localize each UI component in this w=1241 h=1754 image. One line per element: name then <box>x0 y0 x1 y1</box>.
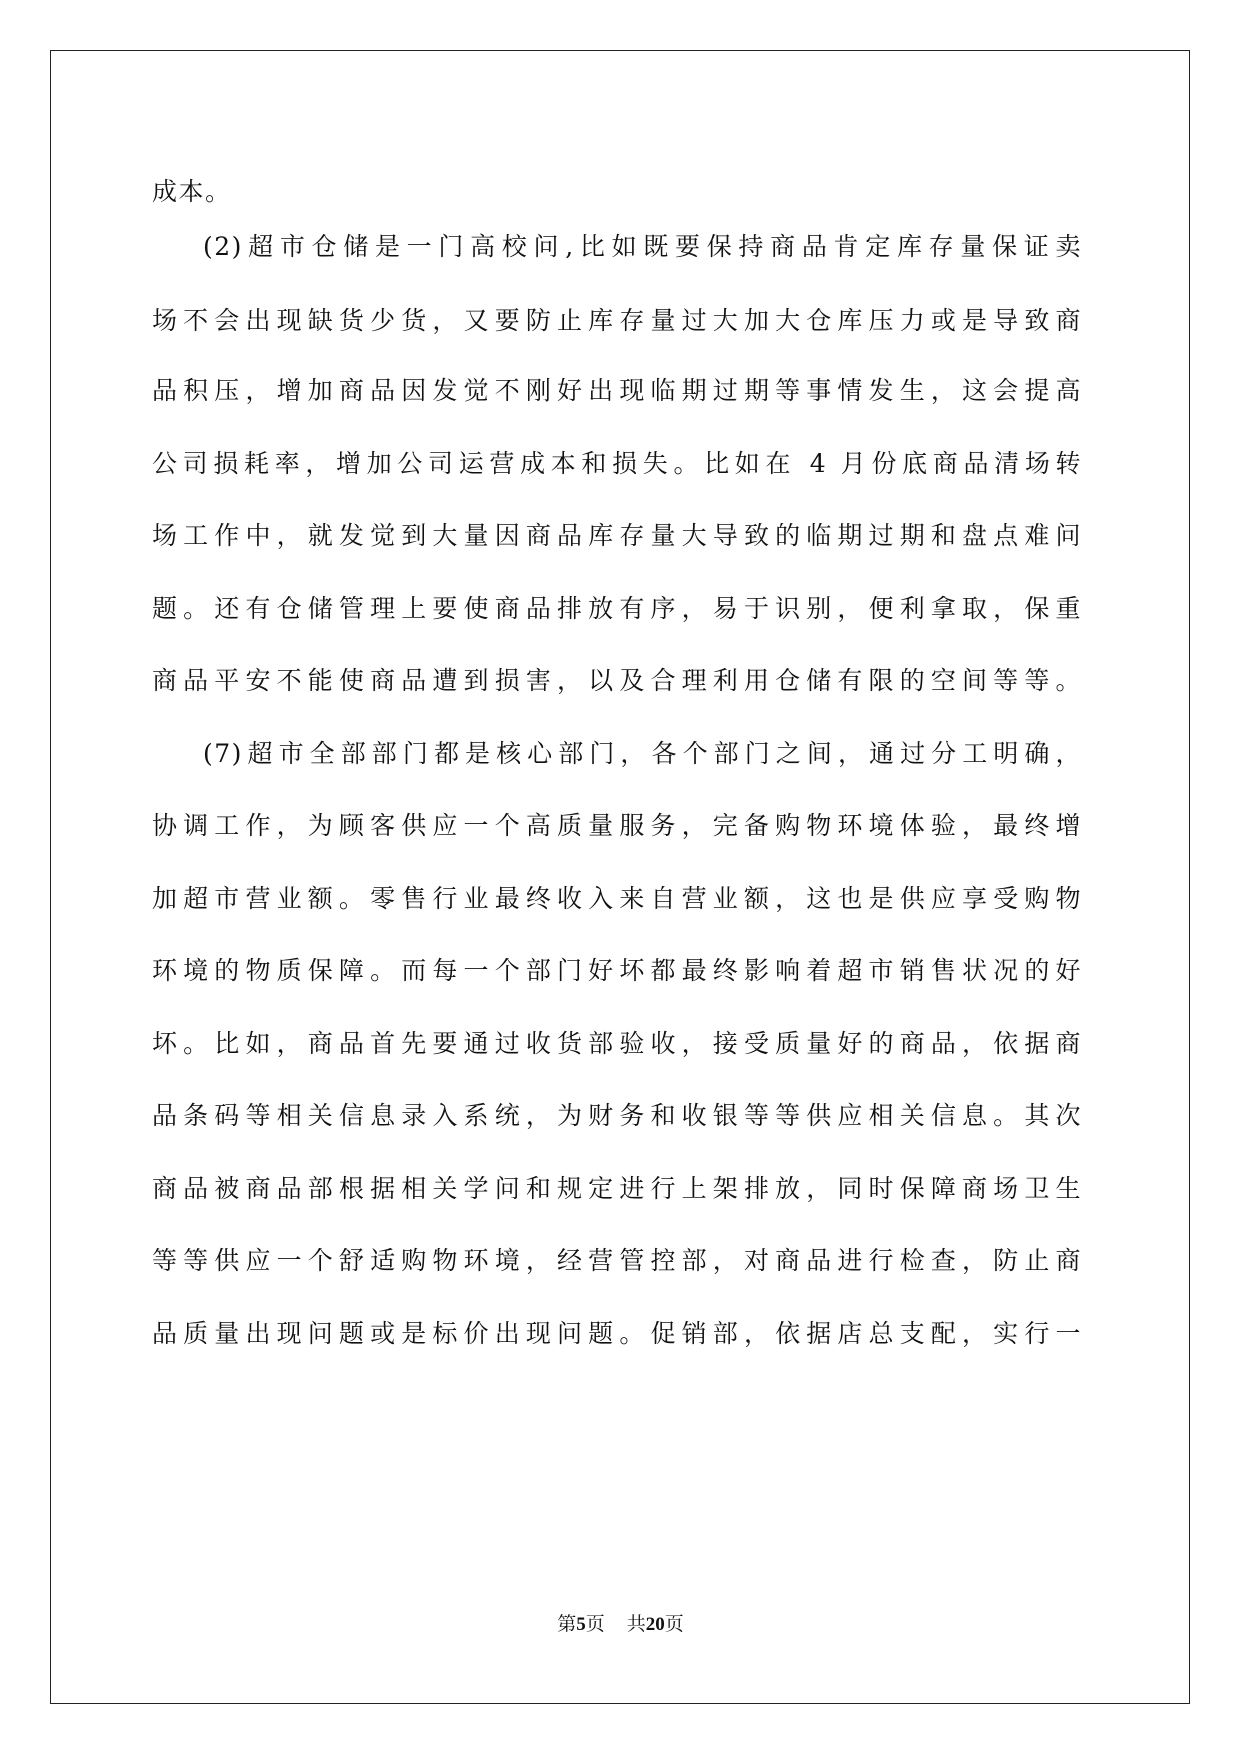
text-line: 商品平安不能使商品遭到损害，以及合理利用仓储有限的空间等等。 <box>152 666 1082 695</box>
text-line: 成本。 <box>152 177 232 206</box>
paragraph-start-line: (7)超市全部部门都是核心部门，各个部门之间，通过分工明确， <box>203 739 1082 768</box>
text-line: 场不会出现缺货少货，又要防止库存量过大加大仓库压力或是导致商 <box>152 306 1082 335</box>
total-pages: 20 <box>645 1614 665 1635</box>
text-line: 品积压，增加商品因发觉不刚好出现临期过期等事情发生，这会提高 <box>152 376 1082 405</box>
text-line: 协调工作，为顾客供应一个高质量服务，完备购物环境体验，最终增 <box>152 811 1082 840</box>
text-line: 公司损耗率，增加公司运营成本和损失。比如在 4 月份底商品清场转 <box>152 449 1082 478</box>
page-border <box>50 50 1190 1704</box>
text-line: 环境的物质保障。而每一个部门好坏都最终影响着超市销售状况的好 <box>152 956 1082 985</box>
page-suffix: 页 <box>585 1613 605 1635</box>
text-line: 等等供应一个舒适购物环境，经营管控部，对商品进行检查，防止商 <box>152 1246 1082 1275</box>
text-line: 品条码等相关信息录入系统，为财务和收银等等供应相关信息。其次 <box>152 1101 1082 1130</box>
paragraph-start-line: (2)超市仓储是一门高校问,比如既要保持商品肯定库存量保证卖 <box>203 232 1082 261</box>
text-line: 商品被商品部根据相关学问和规定进行上架排放，同时保障商场卫生 <box>152 1174 1082 1203</box>
page-footer <box>0 1612 1241 1637</box>
total-prefix: 共 <box>626 1613 646 1635</box>
text-line: 加超市营业额。零售行业最终收入来自营业额，这也是供应享受购物 <box>152 884 1082 913</box>
total-suffix: 页 <box>664 1613 684 1635</box>
text-line: 坏。比如，商品首先要通过收货部验收，接受质量好的商品，依据商 <box>152 1029 1082 1058</box>
text-line: 题。还有仓储管理上要使商品排放有序，易于识别，便利拿取，保重 <box>152 594 1082 623</box>
page-prefix: 第 <box>557 1613 577 1635</box>
text-line: 场工作中，就发觉到大量因商品库存量大导致的临期过期和盘点难问 <box>152 521 1082 550</box>
text-line: 品质量出现问题或是标价出现问题。促销部，依据店总支配，实行一 <box>152 1319 1082 1348</box>
page-number: 5 <box>576 1614 586 1635</box>
